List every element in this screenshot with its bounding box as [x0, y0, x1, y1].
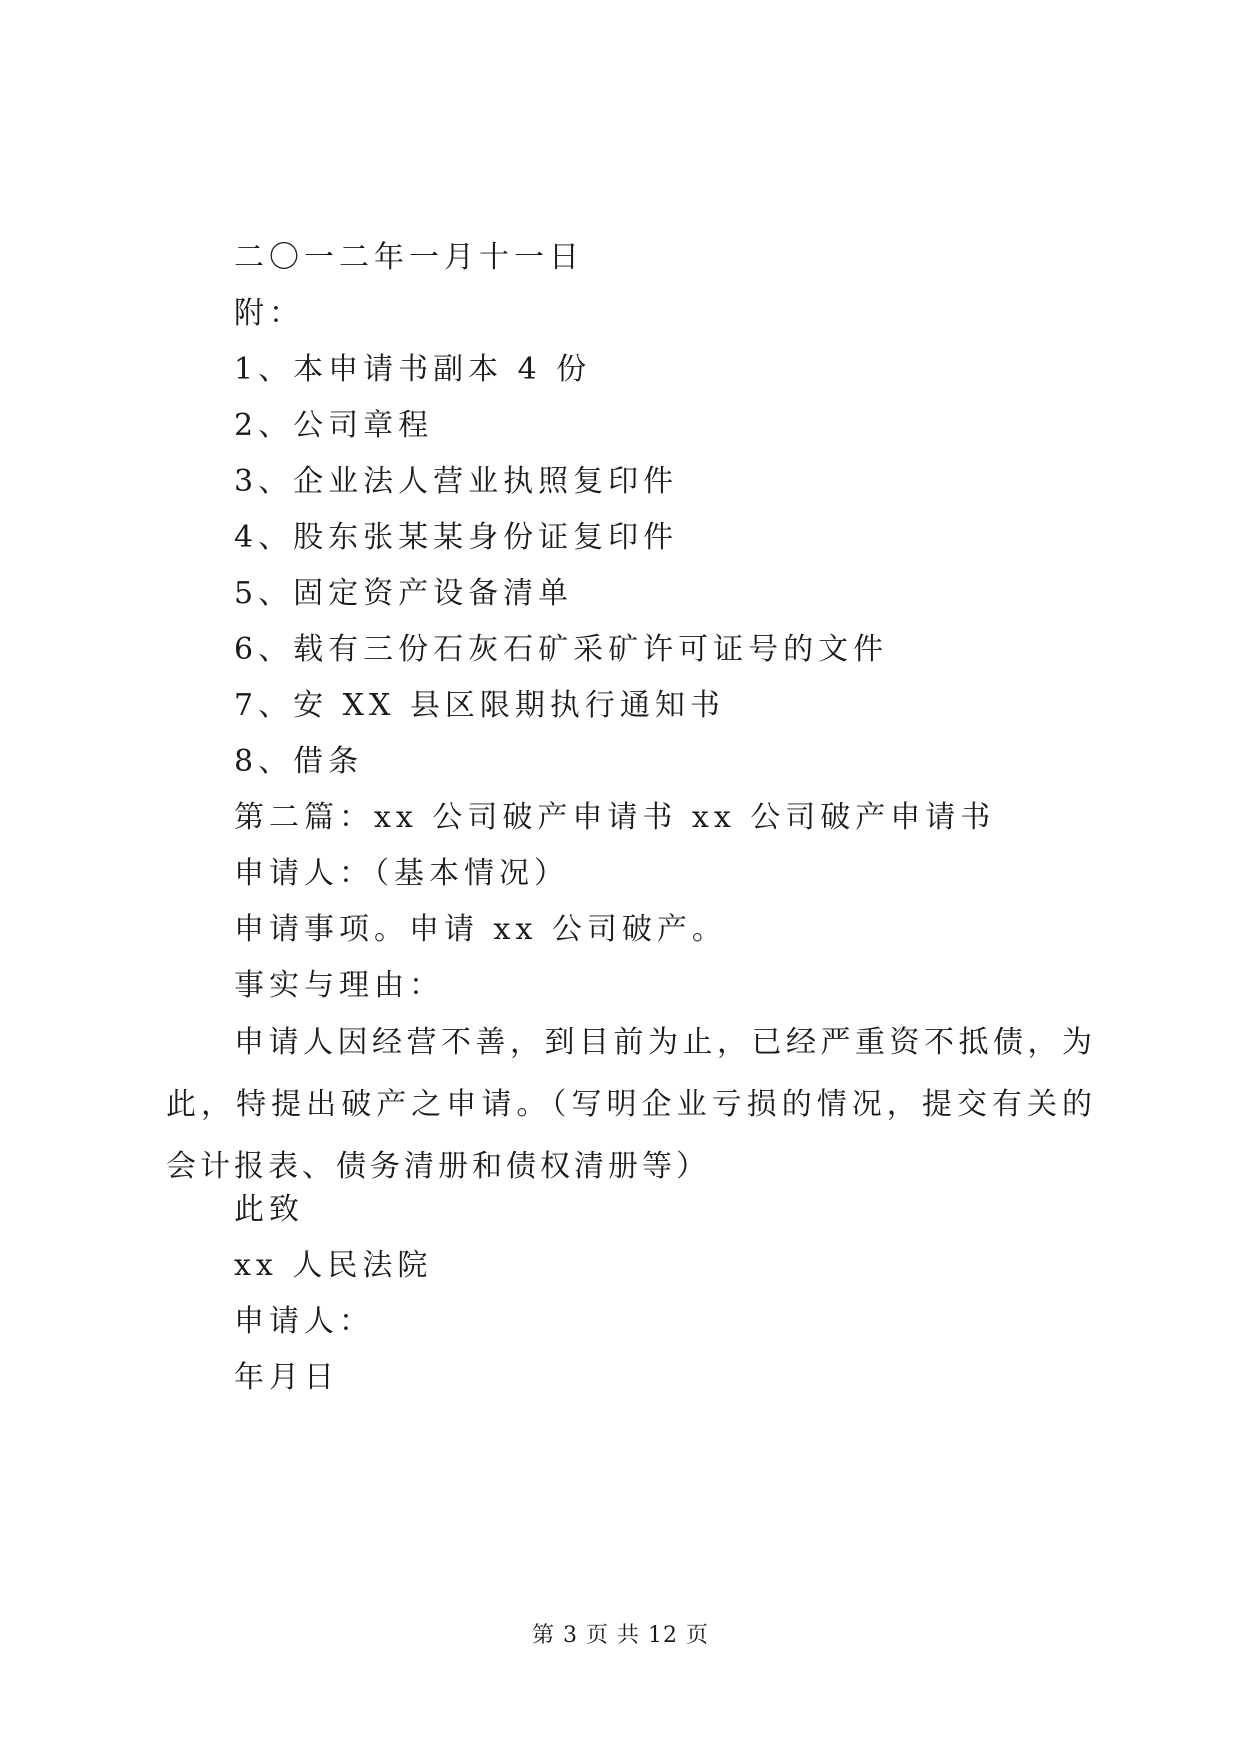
attachment-item: 4、股东张某某身份证复印件 — [234, 520, 679, 555]
attachment-heading: 附： — [234, 296, 304, 331]
page-footer: 第 3 页 共 12 页 — [532, 1623, 709, 1648]
closing-text: 此致 — [234, 1192, 304, 1227]
court-name: xx 人民法院 — [234, 1248, 433, 1283]
request-text: 申请事项。申请 xx 公司破产。 — [234, 912, 727, 947]
attachment-item: 6、载有三份石灰石矿采矿许可证号的文件 — [234, 632, 889, 667]
section-title: 第二篇：xx 公司破产申请书 xx 公司破产申请书 — [234, 800, 996, 835]
applicant-info: 申请人：（基本情况） — [234, 856, 569, 891]
attachment-item: 7、安 XX 县区限期执行通知书 — [234, 688, 725, 723]
date-placeholder: 年月日 — [234, 1360, 339, 1395]
facts-heading: 事实与理由： — [234, 968, 444, 1003]
attachment-item: 2、公司章程 — [234, 408, 434, 443]
attachment-item: 1、本申请书副本 4 份 — [234, 352, 592, 387]
document-date: 二〇一二年一月十一日 — [234, 240, 584, 275]
attachment-item: 5、固定资产设备清单 — [234, 576, 574, 611]
attachment-item: 8、借条 — [234, 744, 364, 779]
facts-body: 申请人因经营不善，到目前为止，已经严重资不抵债，为此，特提出破产之申请。（写明企业亏损的情况，提交有关的会计报表、债务清册和债权清册等） — [166, 1025, 1096, 1184]
attachment-item: 3、企业法人营业执照复印件 — [234, 464, 679, 499]
signature-label: 申请人： — [234, 1304, 374, 1339]
